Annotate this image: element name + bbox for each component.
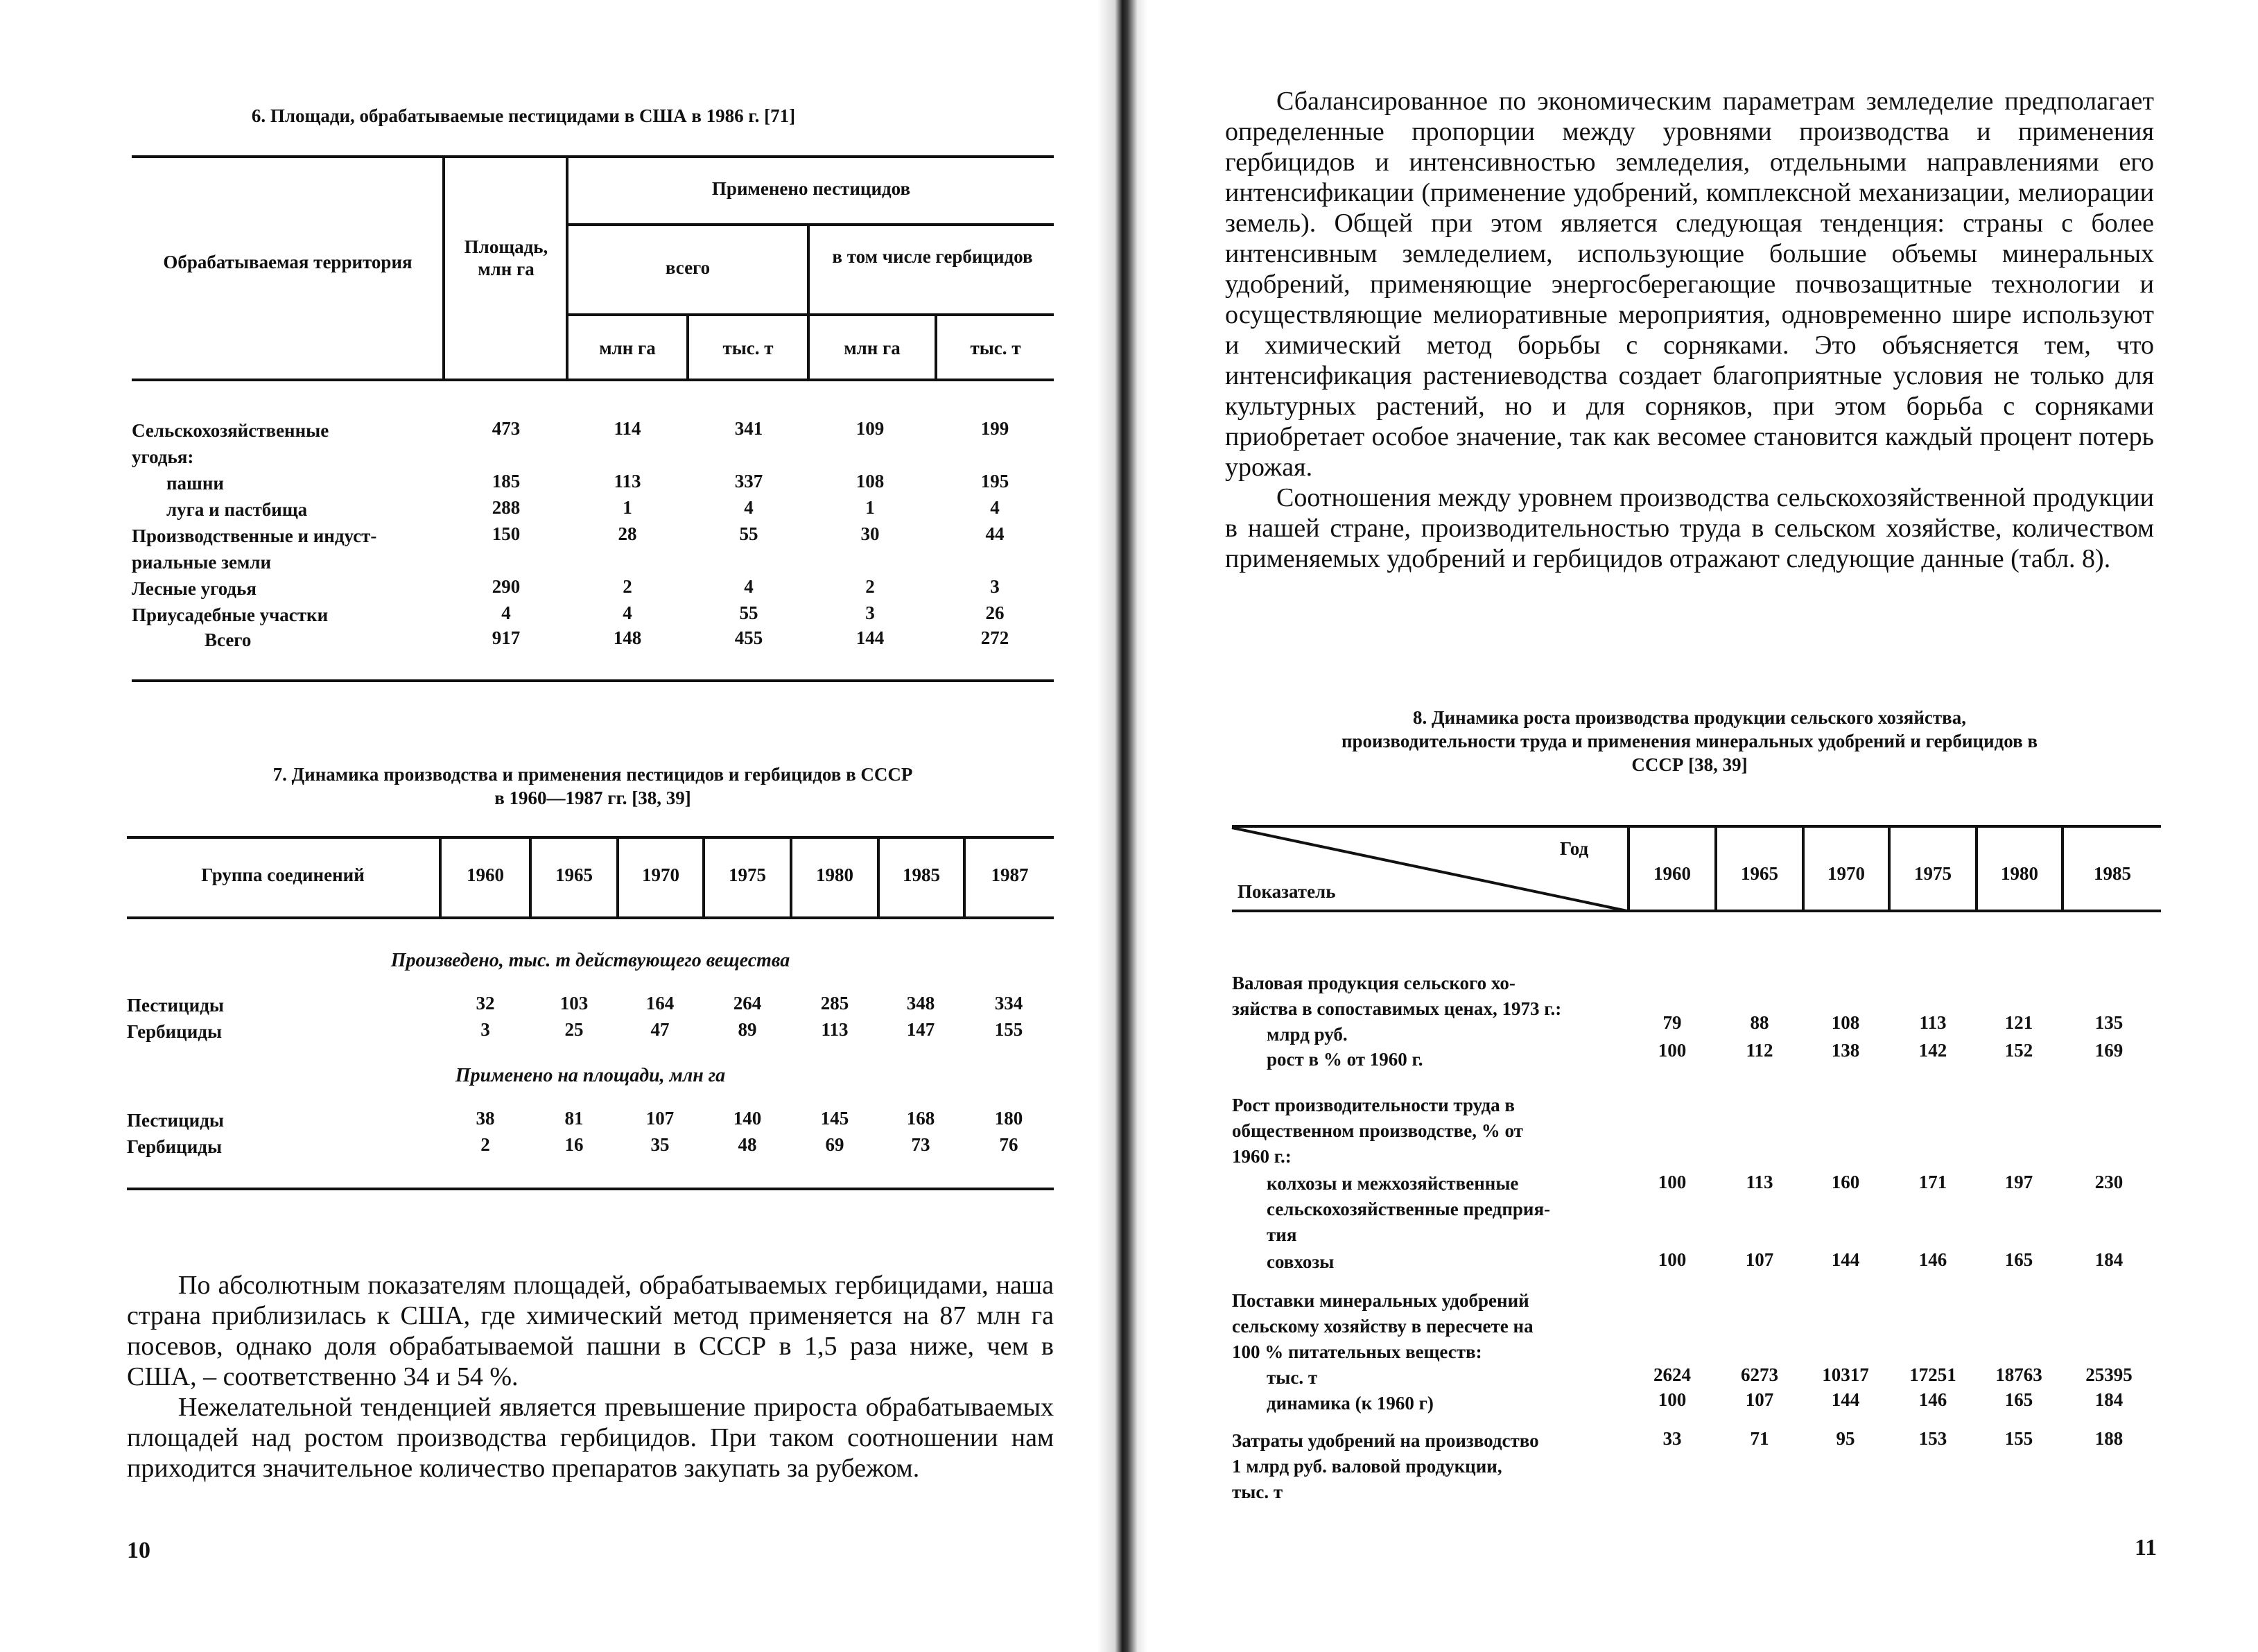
table8-year: 1985 xyxy=(2094,863,2131,884)
table-row-label: риальные земли xyxy=(132,552,272,573)
table6-header-applied: Применено пестицидов xyxy=(711,178,911,199)
right-page xyxy=(1147,0,2258,1652)
table-cell: 155 xyxy=(994,1019,1023,1040)
table-row-label: зяйства в сопоставимых ценах, 1973 г.: xyxy=(1232,998,1562,1019)
table6-header-area: Площадь, млн га xyxy=(464,236,548,279)
table-cell: 25395 xyxy=(2085,1364,2133,1385)
table-cell: 199 xyxy=(980,418,1009,439)
table7-top-rule xyxy=(127,836,1054,839)
table-cell: 142 xyxy=(1918,1040,1947,1061)
table-cell: 140 xyxy=(733,1108,762,1129)
table-cell: 341 xyxy=(734,418,763,439)
table-cell: 188 xyxy=(2094,1428,2124,1449)
table6-header-rule-units xyxy=(568,313,1054,316)
table6-title: 6. Площади, обрабатываемые пестицидами в США в 1986 г. [71] xyxy=(251,105,796,126)
table-cell: 107 xyxy=(1745,1389,1774,1410)
table-cell: 88 xyxy=(1750,1012,1769,1033)
table7-year: 1987 xyxy=(991,864,1029,885)
table-cell: 100 xyxy=(1658,1249,1687,1270)
table-row-label: сельскохозяйственные предприя- xyxy=(1267,1199,1551,1219)
table6-divider xyxy=(442,157,445,380)
table-cell: 334 xyxy=(994,993,1023,1014)
table-cell: 2 xyxy=(623,576,632,597)
table-cell: 95 xyxy=(1836,1428,1855,1449)
table-cell: 108 xyxy=(1831,1012,1860,1033)
table-row-label: луга и пастбища xyxy=(166,499,308,520)
left-page xyxy=(0,0,1123,1652)
table-row-label: угодья: xyxy=(132,446,194,467)
table-row-label: Всего xyxy=(205,629,252,650)
table6-header-herbicides: в том числе гербицидов xyxy=(832,246,1033,267)
table8-title xyxy=(1225,706,2154,776)
table-cell: 135 xyxy=(2094,1012,2124,1033)
table7-section-heading: Произведено, тыс. т действующего вещества xyxy=(390,950,790,971)
table8-year: 1965 xyxy=(1741,863,1778,884)
table-cell: 290 xyxy=(492,576,521,597)
table-cell: 168 xyxy=(906,1108,935,1129)
table-cell: 121 xyxy=(2004,1012,2033,1033)
table-row-label: 100 % питательных веществ: xyxy=(1232,1341,1482,1362)
table-cell: 1 xyxy=(623,497,632,518)
table-row-label: Пестициды xyxy=(127,1110,224,1131)
table-cell: 169 xyxy=(2094,1040,2124,1061)
table-cell: 1 xyxy=(865,497,875,518)
table-cell: 348 xyxy=(906,993,935,1014)
table-cell: 28 xyxy=(618,523,637,544)
table-row-label: общественном производстве, % от xyxy=(1232,1120,1523,1141)
table-cell: 473 xyxy=(492,418,521,439)
table-row-label: Производственные и индуст- xyxy=(132,525,377,546)
table7-header-group: Группа соединений xyxy=(201,864,365,885)
paragraph: По абсолютным показателям площадей, обрабатываемых гербицидами, наша страна приблизилась к США, где химический метод применяется на 87 млн га посевов, однако доля обрабатываемой пашни в СССР в 1,5 раза ниже, чем в США, – соответственно 34 и 54 %. xyxy=(127,1271,1054,1391)
table7-year: 1985 xyxy=(903,864,940,885)
table8-year: 1960 xyxy=(1653,863,1691,884)
table-cell: 17251 xyxy=(1909,1364,1956,1385)
table-cell: 71 xyxy=(1750,1428,1769,1449)
table-row-label: Пестициды xyxy=(127,995,224,1016)
table6-bottom-rule xyxy=(132,679,1054,682)
table-row-label: совхозы xyxy=(1267,1251,1335,1272)
table-row-label: Затраты удобрений на производство xyxy=(1232,1430,1539,1451)
table-cell: 164 xyxy=(645,993,675,1014)
table-cell: 103 xyxy=(559,993,589,1014)
table-cell: 35 xyxy=(650,1134,670,1155)
table-cell: 32 xyxy=(476,993,495,1014)
table-cell: 69 xyxy=(825,1134,844,1155)
page-number: 11 xyxy=(2135,1535,2157,1560)
table6-header-bottom-rule xyxy=(132,379,1054,381)
table-cell: 107 xyxy=(1745,1249,1774,1270)
table-row-label: Валовая продукция сельского хо- xyxy=(1232,973,1516,993)
table-cell: 4 xyxy=(744,497,754,518)
table-cell: 288 xyxy=(492,497,521,518)
table8-year: 1980 xyxy=(2001,863,2038,884)
table-cell: 180 xyxy=(994,1108,1023,1129)
table-cell: 44 xyxy=(985,523,1005,544)
table7-year: 1960 xyxy=(467,864,504,885)
table-cell: 171 xyxy=(1918,1172,1947,1192)
table-row-label: Гербициды xyxy=(127,1136,223,1157)
body-text xyxy=(127,1270,1054,1484)
table-row-label: динамика (к 1960 г) xyxy=(1267,1393,1434,1414)
table-cell: 2 xyxy=(865,576,875,597)
table-cell: 146 xyxy=(1918,1249,1947,1270)
table-cell: 76 xyxy=(999,1134,1018,1155)
table-cell: 100 xyxy=(1658,1172,1687,1192)
table7-year: 1970 xyxy=(642,864,679,885)
table-row-label: Гербициды xyxy=(127,1021,223,1042)
table6-header-total: всего xyxy=(665,257,711,278)
table-cell: 337 xyxy=(734,471,763,492)
table-cell: 147 xyxy=(906,1019,935,1040)
table-cell: 150 xyxy=(492,523,521,544)
table-row-label: пашни xyxy=(166,473,224,494)
table6-header-unit: тыс. т xyxy=(970,338,1021,358)
table8-title-line: производительности труда и применения минеральных удобрений и гербицидов в xyxy=(1341,731,2038,751)
table6-top-rule xyxy=(132,155,1054,158)
table-cell: 107 xyxy=(645,1108,675,1129)
table-cell: 10317 xyxy=(1822,1364,1869,1385)
table-cell: 2 xyxy=(480,1134,490,1155)
table-cell: 4 xyxy=(744,576,754,597)
table7-header-bottom-rule xyxy=(127,916,1054,919)
table7-title-line: 7. Динамика производства и применения пестицидов и гербицидов в СССР xyxy=(272,764,913,785)
table-cell: 160 xyxy=(1831,1172,1860,1192)
table-cell: 455 xyxy=(734,627,763,648)
table8-header-indicator: Показатель xyxy=(1237,881,1336,902)
paragraph: Сбалансированное по экономическим параметрам земледелие предполагает определенные пропорции между уровнями производства и применения гербицидов и интенсивностью земледелия, отдельными направлениями его интенсификации (применение удобрений, комплексной механизации, мелиорации земель). Общей при этом является следующая тенденция: страны с более интенсивным земледелием, использующие большие объемы минеральных удобрений, применяющие энергосберегающие почвозащитные технологии и осуществляющие мелиоративные мероприятия, одновременно шире используют и химический метод борьбы с сорняками. Это объясняется тем, что интенсификация растениеводства создает благоприятные условия не только для культурных растений, но и для сорняков, при этом борьба с сорняками приобретает особое значение, так как весомее становится каждый процент потерь урожая. xyxy=(1225,87,2154,482)
table-cell: 197 xyxy=(2004,1172,2033,1192)
table-cell: 6273 xyxy=(1741,1364,1778,1385)
table-cell: 113 xyxy=(614,471,641,492)
table7-year: 1965 xyxy=(555,864,593,885)
page-number: 10 xyxy=(127,1538,150,1563)
table-cell: 100 xyxy=(1658,1040,1687,1061)
table8-title-line: СССР [38, 39] xyxy=(1631,754,1748,775)
table-cell: 100 xyxy=(1658,1389,1687,1410)
table-row-label: 1960 г.: xyxy=(1232,1146,1292,1167)
table-cell: 184 xyxy=(2094,1249,2124,1270)
table8-year: 1970 xyxy=(1827,863,1865,884)
table-cell: 148 xyxy=(613,627,642,648)
table-cell: 144 xyxy=(856,627,885,648)
table-cell: 144 xyxy=(1831,1389,1860,1410)
table-cell: 81 xyxy=(564,1108,584,1129)
table-row-label: тия xyxy=(1267,1224,1297,1245)
paragraph: Соотношения между уровнем производства сельскохозяйственной продукции в нашей стране, производительностью труда в сельском хозяйстве, количеством применяемых удобрений и гербицидов отражают следующие данные (табл. 8). xyxy=(1225,483,2154,573)
table-cell: 264 xyxy=(733,993,762,1014)
table-row-label: Поставки минеральных удобрений xyxy=(1232,1290,1529,1311)
table-row-label: тыс. т xyxy=(1232,1481,1283,1502)
table7-section-heading: Применено на площади, млн га xyxy=(455,1065,726,1086)
table8-year: 1975 xyxy=(1914,863,1952,884)
table6-header-territory: Обрабатываемая территория xyxy=(163,252,412,272)
table-row-label: сельскому хозяйству в пересчете на xyxy=(1232,1316,1534,1337)
table-cell: 113 xyxy=(1919,1012,1947,1033)
table-cell: 230 xyxy=(2094,1172,2124,1192)
table-cell: 4 xyxy=(990,497,1000,518)
table-cell: 26 xyxy=(985,602,1005,623)
table-cell: 89 xyxy=(738,1019,757,1040)
table-cell: 114 xyxy=(614,418,641,439)
table-cell: 48 xyxy=(738,1134,757,1155)
table-cell: 155 xyxy=(2004,1428,2033,1449)
table-cell: 30 xyxy=(860,523,880,544)
table-row-label: Лесные угодья xyxy=(132,578,257,599)
table-cell: 152 xyxy=(2004,1040,2033,1061)
table-cell: 33 xyxy=(1662,1428,1682,1449)
table-row-label: Сельскохозяйственные xyxy=(132,420,329,441)
table-cell: 4 xyxy=(501,602,511,623)
book-spine xyxy=(1097,0,1147,1652)
table-row-label: колхозы и межхозяйственные xyxy=(1267,1173,1519,1194)
body-text xyxy=(1225,86,2154,574)
table8-title-line: 8. Динамика роста производства продукции сельского хозяйства, xyxy=(1413,707,1966,728)
table-cell: 138 xyxy=(1831,1040,1860,1061)
table-cell: 79 xyxy=(1662,1012,1682,1033)
table-row-label: тыс. т xyxy=(1267,1367,1318,1388)
table-cell: 55 xyxy=(739,602,758,623)
table-cell: 165 xyxy=(2004,1249,2033,1270)
table-cell: 272 xyxy=(980,627,1009,648)
table-cell: 144 xyxy=(1831,1249,1860,1270)
table-cell: 109 xyxy=(856,418,885,439)
table-cell: 16 xyxy=(564,1134,584,1155)
table-cell: 18763 xyxy=(1995,1364,2042,1385)
table8-header-year: Год xyxy=(1560,838,1589,859)
table-row-label: 1 млрд руб. валовой продукции, xyxy=(1232,1456,1502,1477)
table-cell: 112 xyxy=(1746,1040,1773,1061)
table-cell: 3 xyxy=(865,602,875,623)
table-cell: 195 xyxy=(980,471,1009,492)
table7-title xyxy=(132,763,1054,810)
table-cell: 165 xyxy=(2004,1389,2033,1410)
table6-header-unit: тыс. т xyxy=(722,338,774,358)
table-cell: 113 xyxy=(821,1019,849,1040)
table-cell: 3 xyxy=(480,1019,490,1040)
table-cell: 3 xyxy=(990,576,1000,597)
table-cell: 25 xyxy=(564,1019,584,1040)
table-cell: 47 xyxy=(650,1019,670,1040)
table-cell: 146 xyxy=(1918,1389,1947,1410)
table-cell: 38 xyxy=(476,1108,495,1129)
table7-title-line: в 1960—1987 гг. [38, 39] xyxy=(494,788,691,808)
table7-year: 1975 xyxy=(729,864,766,885)
table6-header-rule-sub xyxy=(568,223,1054,226)
table-row-label: Приусадебные участки xyxy=(132,605,329,625)
table7-year: 1980 xyxy=(816,864,853,885)
table-row-label: млрд руб. xyxy=(1267,1024,1348,1045)
paragraph: Нежелательной тенденцией является превышение прироста обрабатываемых площадей над ростом производства гербицидов. При таком соотношении нам приходится значительное количество препаратов закупать за рубежом. xyxy=(127,1393,1054,1483)
table-cell: 113 xyxy=(1746,1172,1773,1192)
table-cell: 285 xyxy=(820,993,849,1014)
table-cell: 917 xyxy=(492,627,521,648)
table-row-label: рост в % от 1960 г. xyxy=(1267,1049,1423,1070)
table-cell: 4 xyxy=(623,602,632,623)
table-row-label: Рост производительности труда в xyxy=(1232,1095,1515,1115)
table6-header-unit: млн га xyxy=(844,338,901,358)
table-cell: 145 xyxy=(820,1108,849,1129)
table7-bottom-rule xyxy=(127,1188,1054,1190)
table-cell: 185 xyxy=(492,471,521,492)
table-cell: 108 xyxy=(856,471,885,492)
table-cell: 184 xyxy=(2094,1389,2124,1410)
table-cell: 2624 xyxy=(1653,1364,1691,1385)
table-cell: 153 xyxy=(1918,1428,1947,1449)
table6-header-unit: млн га xyxy=(599,338,656,358)
table-cell: 73 xyxy=(911,1134,930,1155)
table-cell: 55 xyxy=(739,523,758,544)
